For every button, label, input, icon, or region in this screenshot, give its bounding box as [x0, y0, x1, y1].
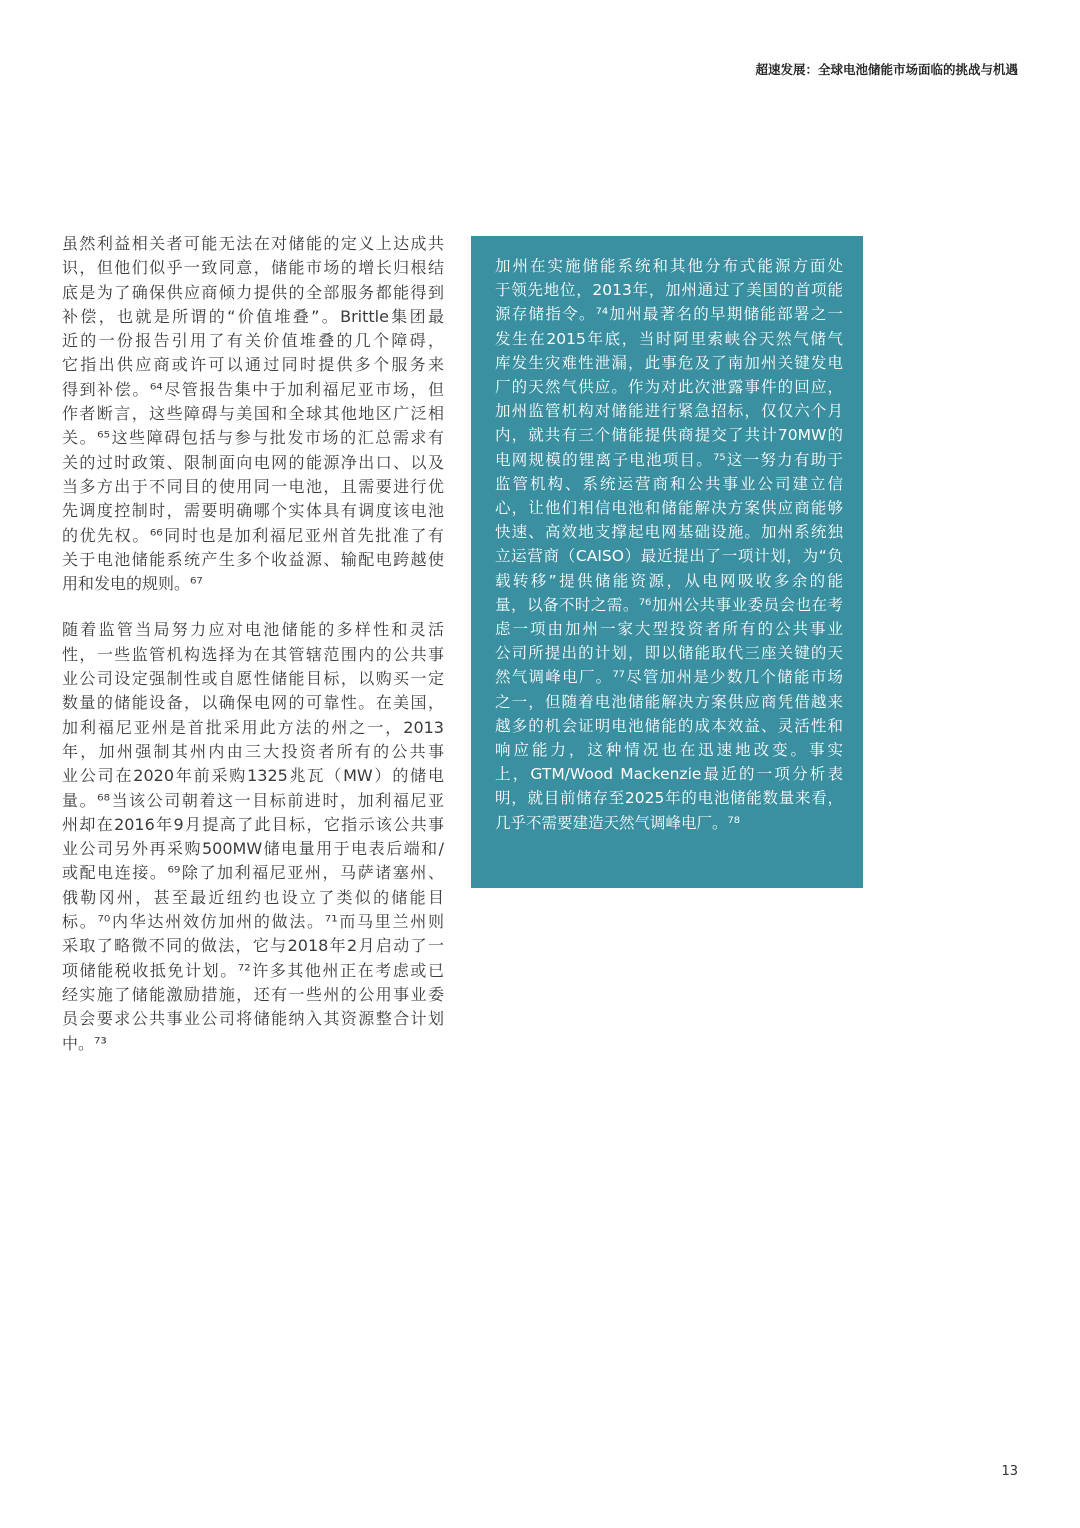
- main-text-column: [62, 232, 444, 1056]
- text-line: 州却在2016年9月提高了此目标，它指示该公共事: [62, 814, 444, 834]
- sidebar-text-line: 公司所提出的计划，即以储能取代三座关键的天: [495, 644, 843, 663]
- text-line: 性，一些监管机构选择为在其管辖范围内的公共事: [62, 644, 444, 664]
- paragraph-value-stacking: [62, 232, 444, 596]
- text-line: 业公司设定强制性或自愿性储能目标，以购买一定: [62, 669, 444, 689]
- sidebar-text-line: 量，以备不时之需。⁷⁶加州公共事业委员会也在考: [495, 595, 843, 614]
- sidebar-text-line: 然气调峰电厂。⁷⁷尽管加州是少数几个储能市场: [495, 668, 843, 687]
- sidebar-text-line: 越多的机会证明电池储能的成本效益、灵活性和: [495, 716, 843, 735]
- sidebar-text-line: 监管机构、系统运营商和公共事业公司建立信: [495, 474, 843, 493]
- sidebar-text-line: 立运营商（CAISO）最近提出了一项计划，为“负: [495, 547, 843, 566]
- sidebar-text-line: 加州监管机构对储能进行紧急招标，仅仅六个月: [495, 402, 843, 421]
- sidebar-text-line: 明，就目前储存至2025年的电池储能数量来看，: [495, 789, 843, 808]
- sidebar-text-line: 响应能力，这种情况也在迅速地改变。事实: [495, 741, 843, 760]
- text-line: 得到补偿。⁶⁴尽管报告集中于加利福尼亚市场，但: [62, 379, 444, 399]
- sidebar-text-line: 快速、高效地支撑起电网基础设施。加州系统独: [495, 523, 843, 542]
- sidebar-text-line: 虑一项由加州一家大型投资者所有的公共事业: [495, 620, 843, 639]
- text-line: 标。⁷⁰内华达州效仿加州的做法。⁷¹而马里兰州则: [62, 912, 444, 932]
- sidebar-text-line: 心，让他们相信电池和储能解决方案供应商能够: [495, 499, 843, 518]
- text-line: 它指出供应商或许可以通过同时提供多个服务来: [62, 355, 444, 375]
- text-line: 当多方出于不同目的使用同一电池，且需要进行优: [62, 476, 444, 496]
- text-line: 关。⁶⁵这些障碍包括与参与批发市场的汇总需求有: [62, 428, 444, 448]
- text-line: 关于电池储能系统产生多个收益源、输配电跨越使: [62, 549, 444, 569]
- text-line: 业公司另外再采购500MW储电量用于电表后端和/: [62, 839, 444, 859]
- text-line: 底是为了确保供应商倾力提供的全部服务都能得到: [62, 282, 444, 302]
- text-line: 随着监管当局努力应对电池储能的多样性和灵活: [62, 620, 444, 640]
- text-line: 量。⁶⁸当该公司朝着这一目标前进时，加利福尼亚: [62, 790, 444, 810]
- text-line: 先调度控制时，需要明确哪个实体具有调度该电池: [62, 501, 444, 521]
- text-line: 的优先权。⁶⁶同时也是加利福尼亚州首先批准了有: [62, 525, 444, 545]
- text-line: 或配电连接。⁶⁹除了加利福尼亚州，马萨诸塞州、: [62, 863, 444, 883]
- sidebar-text-line: 几乎不需要建造天然气调峰电厂。⁷⁸: [495, 813, 740, 832]
- california-sidebar-box: [471, 236, 863, 888]
- paragraph-storage-targets: [62, 618, 444, 1055]
- text-line: 作者断言，这些障碍与美国和全球其他地区广泛相: [62, 404, 444, 424]
- text-line: 识，但他们似乎一致同意，储能市场的增长归根结: [62, 258, 444, 278]
- sidebar-text-line: 源存储指令。⁷⁴加州最著名的早期储能部署之一: [495, 305, 843, 324]
- text-line: 项储能税收抵免计划。⁷²许多其他州正在考虑或已: [62, 960, 444, 980]
- text-line: 中。⁷³: [62, 1033, 107, 1053]
- text-line: 数量的储能设备，以确保电网的可靠性。在美国，: [62, 693, 444, 713]
- page-number: 13: [1001, 1464, 1018, 1479]
- text-line: 经实施了储能激励措施，还有一些州的公用事业委: [62, 984, 444, 1004]
- text-line: 加利福尼亚州是首批采用此方法的州之一，2013: [62, 717, 444, 737]
- sidebar-text-line: 库发生灾难性泄漏，此事危及了南加州关键发电: [495, 353, 843, 372]
- text-line: 俄勒冈州，甚至最近纽约也设立了类似的储能目: [62, 887, 444, 907]
- text-line: 虽然利益相关者可能无法在对储能的定义上达成共: [62, 234, 444, 253]
- sidebar-text-line: 内，就共有三个储能提供商提交了共计70MW的: [495, 426, 843, 445]
- sidebar-text-line: 加州在实施储能系统和其他分布式能源方面处: [495, 257, 843, 275]
- sidebar-text-line: 发生在2015年底，当时阿里索峡谷天然气储气: [495, 329, 843, 348]
- sidebar-text-line: 电网规模的锂离子电池项目。⁷⁵这一努力有助于: [495, 450, 843, 469]
- text-line: 补偿，也就是所谓的“价值堆叠”。Brittle集团最: [62, 306, 444, 326]
- text-line: 员会要求公共事业公司将储能纳入其资源整合计划: [62, 1009, 444, 1029]
- sidebar-text-line: 于领先地位，2013年，加州通过了美国的首项能: [495, 281, 843, 300]
- text-line: 年，加州强制其州内由三大投资者所有的公共事: [62, 741, 444, 761]
- sidebar-text-line: 厂的天然气供应。作为对此次泄露事件的回应，: [495, 378, 843, 397]
- sidebar-text-line: 之一，但随着电池储能解决方案供应商凭借越来: [495, 692, 843, 711]
- text-line: 关的过时政策、限制面向电网的能源净出口、以及: [62, 452, 444, 472]
- text-line: 业公司在2020年前采购1325兆瓦（MW）的储电: [62, 766, 444, 786]
- running-header: 超速发展：全球电池储能市场面临的挑战与机遇: [755, 62, 1018, 77]
- text-line: 用和发电的规则。⁶⁷: [62, 574, 203, 594]
- sidebar-text-line: 上，GTM/Wood Mackenzie最近的一项分析表: [495, 765, 843, 784]
- text-line: 近的一份报告引用了有关价值堆叠的几个障碍，: [62, 331, 444, 351]
- sidebar-text-line: 载转移”提供储能资源，从电网吸收多余的能: [495, 571, 843, 590]
- text-line: 采取了略微不同的做法，它与2018年2月启动了一: [62, 936, 444, 956]
